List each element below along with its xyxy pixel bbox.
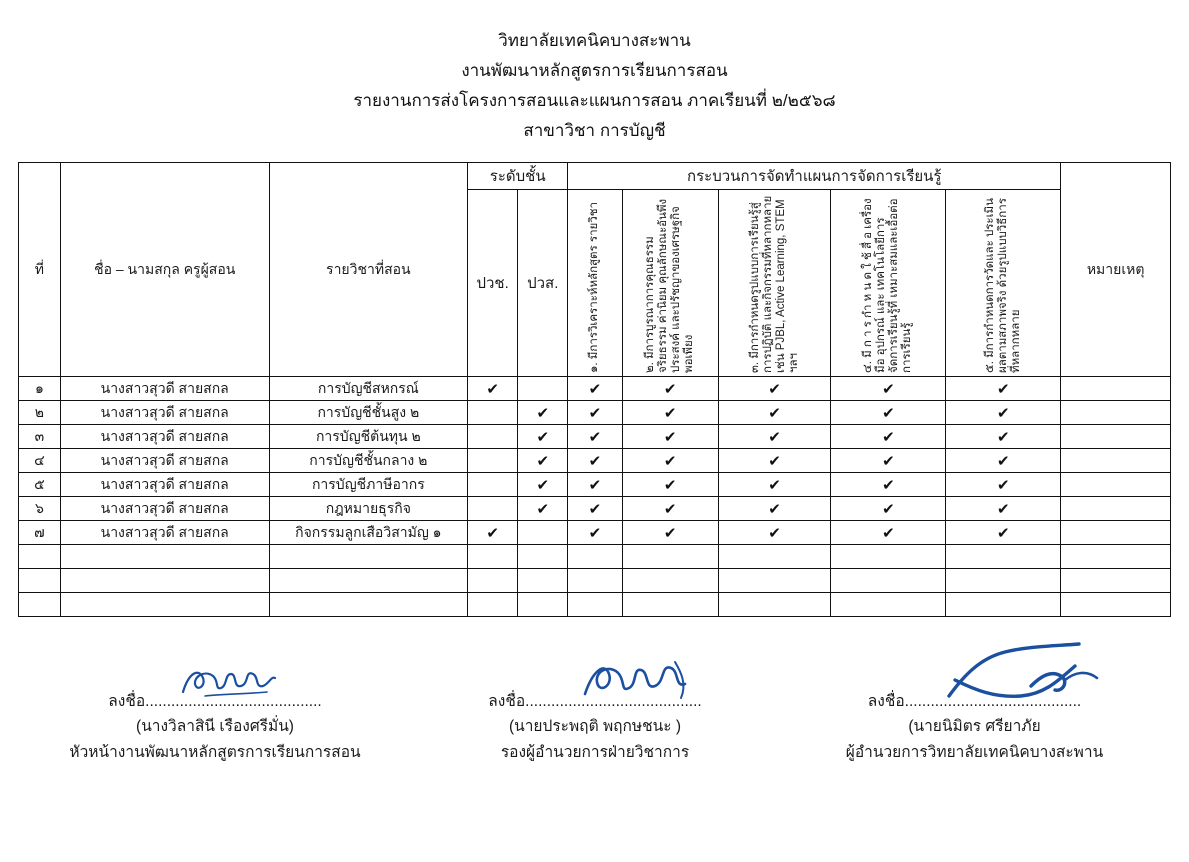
cell-teacher: นางสาวสุวดี สายสกล [60,497,269,521]
cell-process-4 [831,401,946,425]
checkmark-icon [882,429,895,446]
checkmark-icon [768,381,781,398]
document-header [0,0,1189,146]
cell-level-1 [468,569,518,593]
cell-remark [1061,497,1171,521]
checkmark-icon [768,429,781,446]
col-header-process-3 [718,190,831,377]
cell-process-1 [568,425,622,449]
checkmark-icon [768,525,781,542]
table-row [19,425,1171,449]
cell-teacher: นางสาวสุวดี สายสกล [60,377,269,401]
table-row [19,377,1171,401]
cell-process-4 [831,569,946,593]
header-line-major: สาขาวิชา การบัญชี [523,121,666,140]
cell-remark [1061,377,1171,401]
report-table-wrapper [18,162,1171,617]
cell-process-2 [622,593,718,617]
cell-process-1 [568,569,622,593]
cell-process-4 [831,521,946,545]
checkmark-icon [664,429,677,446]
cell-teacher: นางสาวสุวดี สายสกล [60,401,269,425]
checkmark-icon [997,405,1010,422]
header-line-school: วิทยาลัยเทคนิคบางสะพาน [498,31,691,50]
checkmark-icon [664,381,677,398]
table-row [19,497,1171,521]
cell-process-1 [568,401,622,425]
cell-process-4 [831,449,946,473]
cell-no: ๒ [19,401,61,425]
cell-remark [1061,521,1171,545]
cell-process-2 [622,449,718,473]
signature-block-deputy-director [430,690,760,766]
checkmark-icon [536,405,549,422]
cell-process-1 [568,473,622,497]
cell-remark [1061,425,1171,449]
cell-subject [269,545,467,569]
header-line-report-title: รายงานการส่งโครงการสอนและแผนการสอน ภาคเรียนที่ ๒/๒๕๖๘ [353,91,836,110]
cell-no: ๑ [19,377,61,401]
checkmark-icon [589,381,602,398]
col-header-process-2-label: ๒. มีการบูรณาการคุณธรรม จริยธรรม ค่านิยม คุณลักษณะอันพึงประสงค์ และปรัชญาของเศรษฐกิจพอเพียง [644,198,696,373]
cell-level-1 [468,473,518,497]
signature-block-director [760,690,1189,766]
cell-process-5 [946,377,1061,401]
table-head [19,163,1171,377]
checkmark-icon [589,501,602,518]
cell-no: ๓ [19,425,61,449]
cell-level-1 [468,497,518,521]
cell-subject [269,593,467,617]
cell-process-4 [831,593,946,617]
cell-process-1 [568,497,622,521]
cell-process-2 [622,401,718,425]
checkmark-icon [536,501,549,518]
cell-no: ๔ [19,449,61,473]
cell-level-1 [468,449,518,473]
col-header-remark-label: หมายเหตุ [1086,260,1145,277]
cell-process-5 [946,521,1061,545]
col-header-process-4-label: ๔. มี ก า ร กำ ห น ด ใ ช้ สื่ อ เครื่องมือ อุปกรณ์ และ เทคโนโลยีการจัดการเรียนรู้ที่ เหมาะสมและเอื้อต่อการเรียนรู้ [862,198,914,373]
cell-process-5 [946,497,1061,521]
checkmark-icon [882,405,895,422]
cell-subject [269,569,467,593]
cell-no: ๕ [19,473,61,497]
cell-level-2 [518,521,568,545]
cell-subject: กฎหมายธุรกิจ [269,497,467,521]
checkmark-icon [882,525,895,542]
cell-process-2 [622,497,718,521]
checkmark-icon [664,477,677,494]
checkmark-icon [882,501,895,518]
checkmark-icon [997,525,1010,542]
cell-subject: การบัญชีชั้นกลาง ๒ [269,449,467,473]
signature-name-2: (นายประพฤติ พฤกษชนะ ) [508,718,682,735]
cell-process-2 [622,377,718,401]
cell-remark [1061,593,1171,617]
cell-level-2 [518,425,568,449]
cell-process-1 [568,521,622,545]
checkmark-icon [882,453,895,470]
cell-process-1 [568,545,622,569]
cell-process-2 [622,545,718,569]
col-header-remark [1061,163,1171,377]
col-header-process-2 [622,190,718,377]
cell-process-2 [622,521,718,545]
checkmark-icon [997,477,1010,494]
cell-level-1 [468,377,518,401]
col-header-process-5 [946,190,1061,377]
col-header-level-1: ปวช. [468,190,518,377]
col-header-level-2: ปวส. [518,190,568,377]
cell-remark [1061,449,1171,473]
col-header-teacher [60,163,269,377]
cell-process-2 [622,569,718,593]
cell-process-3 [718,473,831,497]
cell-teacher [60,545,269,569]
cell-process-5 [946,449,1061,473]
cell-subject: การบัญชีต้นทุน ๒ [269,425,467,449]
checkmark-icon [486,381,499,398]
cell-level-1 [468,425,518,449]
cell-process-3 [718,497,831,521]
checkmark-icon [589,453,602,470]
col-header-subject [269,163,467,377]
checkmark-icon [536,477,549,494]
report-table [18,162,1171,617]
checkmark-icon [882,477,895,494]
cell-level-1 [468,521,518,545]
cell-level-2 [518,377,568,401]
checkmark-icon [589,525,602,542]
cell-subject: กิจกรรมลูกเสือวิสามัญ ๑ [269,521,467,545]
cell-no [19,545,61,569]
col-header-process-1-label: ๑. มีการวิเคราะห์หลักสูตร รายวิชา [588,202,601,373]
cell-teacher: นางสาวสุวดี สายสกล [60,449,269,473]
cell-level-1 [468,545,518,569]
cell-process-5 [946,401,1061,425]
cell-teacher: นางสาวสุวดี สายสกล [60,521,269,545]
table-row [19,401,1171,425]
cell-no [19,593,61,617]
cell-process-2 [622,473,718,497]
cell-process-3 [718,401,831,425]
cell-process-4 [831,497,946,521]
col-header-process-5-label: ๕. มีการกำหนดการวัดและ ประเมินผลตามสภาพจริง ด้วยรูปแบบวิธีการที่หลากหลาย [983,198,1022,373]
cell-process-4 [831,377,946,401]
cell-process-3 [718,593,831,617]
col-header-subject-label: รายวิชาที่สอน [326,260,411,277]
checkmark-icon [664,405,677,422]
checkmark-icon [997,429,1010,446]
cell-subject: การบัญชีภาษีอากร [269,473,467,497]
col-header-process-3-label: ๓. มีการกำหนดรูปแบบการเรียนรู้สู่การปฏิบัติ และกิจกรรมที่หลากหลาย เช่น PJBL, Active Learning, STEM ฯลฯ [748,195,800,373]
checkmark-icon [997,381,1010,398]
signature-line-3: ลงชื่อ......................................... [867,693,1082,710]
table-row [19,545,1171,569]
cell-subject: การบัญชีชั้นสูง ๒ [269,401,467,425]
cell-process-1 [568,593,622,617]
cell-process-4 [831,473,946,497]
cell-remark [1061,401,1171,425]
cell-level-2 [518,449,568,473]
checkmark-icon [536,429,549,446]
cell-level-2 [518,545,568,569]
checkmark-icon [664,525,677,542]
checkmark-icon [486,525,499,542]
cell-level-2 [518,497,568,521]
cell-level-1 [468,593,518,617]
cell-no [19,569,61,593]
checkmark-icon [536,453,549,470]
header-row-groups [19,163,1171,190]
cell-teacher [60,593,269,617]
group-header-process: กระบวนการจัดทำแผนการจัดการเรียนรู้ [568,163,1061,190]
signature-role-1: หัวหน้างานพัฒนาหลักสูตรการเรียนการสอน [69,744,361,761]
cell-process-5 [946,545,1061,569]
checkmark-icon [882,381,895,398]
cell-no: ๖ [19,497,61,521]
col-header-process-1 [568,190,622,377]
col-header-teacher-label: ชื่อ – นามสกุล ครูผู้สอน [94,260,236,277]
signature-line-1: ลงชื่อ......................................... [108,693,322,710]
signature-name-3: (นายนิมิตร ศรียาภัย [908,718,1041,735]
signature-area [0,690,1189,766]
checkmark-icon [768,477,781,494]
cell-process-3 [718,425,831,449]
table-row [19,521,1171,545]
col-header-no-label: ที่ [34,260,44,277]
table-row [19,449,1171,473]
checkmark-icon [997,501,1010,518]
table-row [19,569,1171,593]
cell-level-2 [518,593,568,617]
cell-remark [1061,473,1171,497]
cell-teacher [60,569,269,593]
checkmark-icon [589,429,602,446]
signature-block-curriculum-head [0,690,430,766]
signature-role-3: ผู้อำนวยการวิทยาลัยเทคนิคบางสะพาน [845,744,1104,761]
cell-level-2 [518,473,568,497]
cell-process-3 [718,545,831,569]
group-header-level: ระดับชั้น [468,163,568,190]
cell-level-1 [468,401,518,425]
table-row [19,473,1171,497]
cell-process-3 [718,521,831,545]
cell-process-5 [946,473,1061,497]
cell-process-3 [718,569,831,593]
cell-no: ๗ [19,521,61,545]
col-header-no [19,163,61,377]
cell-level-2 [518,401,568,425]
cell-subject: การบัญชีสหกรณ์ [269,377,467,401]
cell-level-2 [518,569,568,593]
signature-line-2: ลงชื่อ......................................... [488,693,702,710]
cell-process-1 [568,449,622,473]
checkmark-icon [997,453,1010,470]
cell-process-4 [831,425,946,449]
checkmark-icon [768,405,781,422]
col-header-process-4 [831,190,946,377]
cell-process-3 [718,449,831,473]
checkmark-icon [589,477,602,494]
signature-role-2: รองผู้อำนวยการฝ่ายวิชาการ [500,744,690,761]
signature-name-1: (นางวิลาสินี เรืองศรีมั่น) [136,718,294,735]
checkmark-icon [664,501,677,518]
checkmark-icon [768,501,781,518]
table-row [19,593,1171,617]
cell-remark [1061,545,1171,569]
cell-teacher: นางสาวสุวดี สายสกล [60,473,269,497]
checkmark-icon [589,405,602,422]
cell-process-3 [718,377,831,401]
cell-remark [1061,569,1171,593]
checkmark-icon [664,453,677,470]
cell-process-2 [622,425,718,449]
checkmark-icon [768,453,781,470]
cell-process-5 [946,569,1061,593]
cell-process-1 [568,377,622,401]
table-body [19,377,1171,617]
cell-process-5 [946,425,1061,449]
cell-process-4 [831,545,946,569]
cell-process-5 [946,593,1061,617]
header-line-department: งานพัฒนาหลักสูตรการเรียนการสอน [461,61,728,80]
cell-teacher: นางสาวสุวดี สายสกล [60,425,269,449]
